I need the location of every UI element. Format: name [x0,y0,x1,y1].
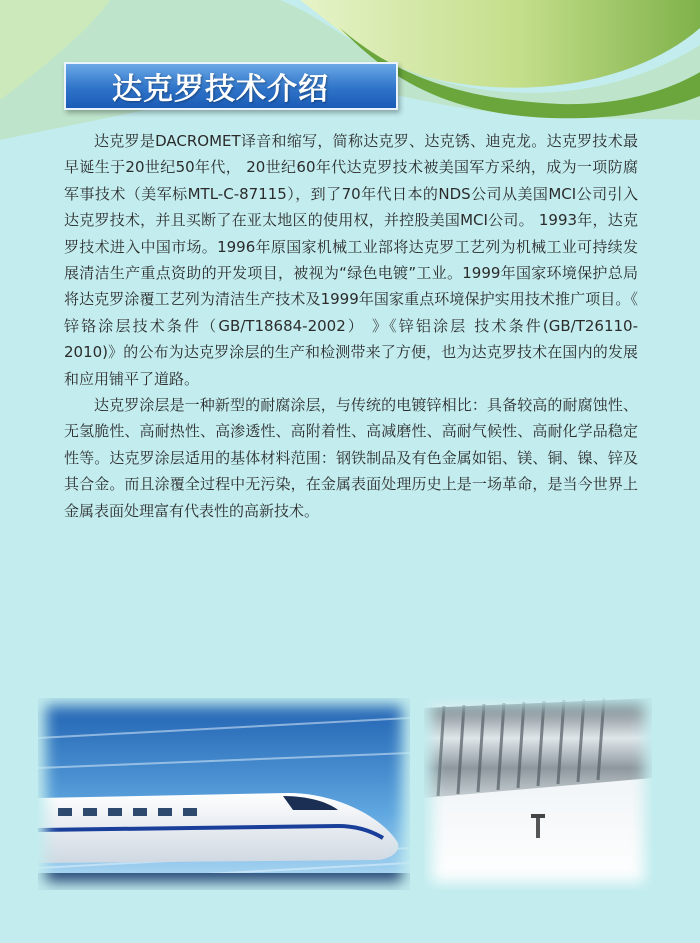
title-banner [64,62,398,110]
paragraph-features: 达克罗涂层是一种新型的耐腐涂层，与传统的电镀锌相比：具备较高的耐腐蚀性、无氢脆性、高耐热性、高渗透性、高附着性、高减磨性、高耐气候性、高耐化学品稳定性等。达克罗涂层适用的基体材料范围：钢铁制品及有色金属如铝、镁、铜、镍、锌及其合金。而且涂覆全过程中无污染，在金属表面处理历史上是一场革命，是当今世界上金属表面处理富有代表性的高新技术。 [64,396,638,520]
threaded-screw-photo [424,698,652,890]
high-speed-train-photo [38,698,410,890]
article-body [64,128,638,524]
page-title: 达克罗技术介绍 [112,72,329,107]
paragraph-history: 达克罗是DACROMET译音和缩写，简称达克罗、达克锈、迪克龙。达克罗技术最早诞生于20世纪50年代， 20世纪60年代达克罗技术被美国军方采纳，成为一项防腐军事技术（美军标MTL-C-87115），到了70年代日本的NDS公司从美国MCI公司引入达克罗技术，并且买断了在亚太地区的使用权，并控股美国MCI公司。 1993年，达克罗技术进入中国市场。1996年原国家机械工业部将达克罗工艺列为机械工业可持续发展清洁生产重点资助的开发项目，被视为“绿色电镀”工业。1999年国家环境保护总局将达克罗涂覆工艺列为清洁生产技术及1999年国家重点环境保护实用技术推广项目。《 锌铬涂层技术条件（GB/T18684-2002） 》《锌铝涂层 技术条件(GB/T26110-2010)》的公布为达克罗涂层的生产和检测带来了方便，也为达克罗技术在国内的发展和应用铺平了道路。 [64,132,638,388]
